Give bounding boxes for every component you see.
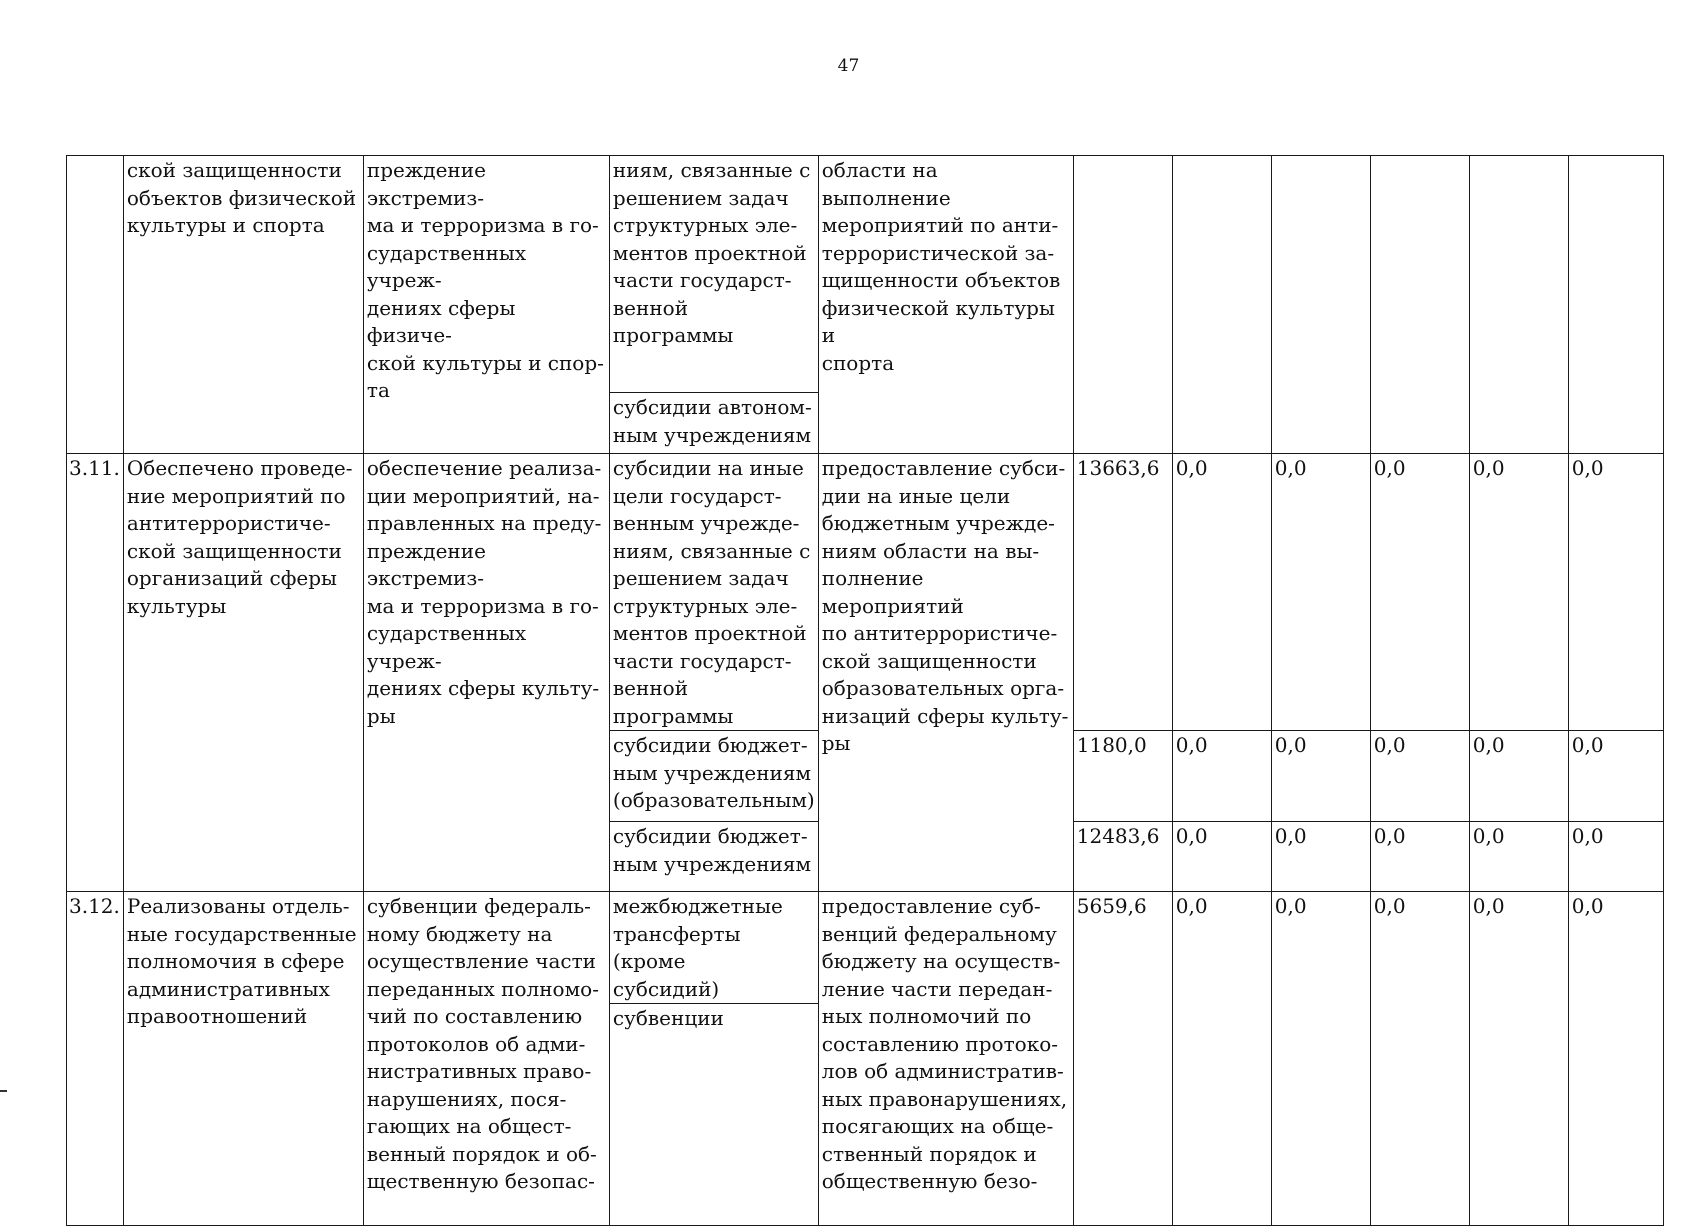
value-cell: 0,0 xyxy=(1271,892,1370,1226)
funding-type-cell: субсидии бюджет- ным учреждениям xyxy=(609,822,818,892)
value-cell: 1180,0 xyxy=(1073,731,1172,822)
measure-cell: преждение экстремиз- ма и терроризма в го- сударственных учреж- дениях сферы физиче- ской культуры и спор- та xyxy=(363,156,609,454)
value-cell: 0,0 xyxy=(1172,454,1271,731)
purpose-cell: предоставление суб- венций федеральному бюджету на осуществ- ление части передан- ных полномочий по составлению протоко- лов об административ- ных правонарушениях, посягающих на обще- ственный порядок и общественную безо- xyxy=(818,892,1073,1226)
value-cell: 0,0 xyxy=(1370,892,1469,1226)
result-name-cell: Обеспечено проведе- ние мероприятий по антитеррористиче- ской защищенности организаций сферы культуры xyxy=(123,454,363,892)
value-cell: 13663,6 xyxy=(1073,454,1172,731)
purpose-cell: предоставление субси- дии на иные цели бюджетным учрежде- ниям области на вы- полнение мероприятий по антитеррористиче- ской защищенности образовательных орга- низаций сферы культу- ры xyxy=(818,454,1073,892)
result-name-cell: ской защищенности объектов физической культуры и спорта xyxy=(123,156,363,454)
budget-table xyxy=(66,155,1664,1226)
value-cell: 0,0 xyxy=(1172,822,1271,892)
value-cell: 0,0 xyxy=(1370,731,1469,822)
row-number xyxy=(67,156,124,454)
funding-type-cell: субвенции xyxy=(609,1004,818,1226)
row-number: 3.12. xyxy=(67,892,124,1226)
value-cell: 5659,6 xyxy=(1073,892,1172,1226)
value-cell xyxy=(1073,156,1172,454)
scan-edge-mark xyxy=(0,1090,7,1092)
page-number: 47 xyxy=(837,56,860,76)
funding-type-cell: межбюджетные трансферты (кроме субсидий) xyxy=(609,892,818,1004)
value-cell: 0,0 xyxy=(1172,892,1271,1226)
result-name-cell: Реализованы отдель- ные государственные полномочия в сфере административных правоотношений xyxy=(123,892,363,1226)
value-cell: 0,0 xyxy=(1469,892,1568,1226)
value-cell: 0,0 xyxy=(1271,822,1370,892)
value-cell xyxy=(1271,156,1370,454)
value-cell: 0,0 xyxy=(1568,892,1663,1226)
value-cell: 0,0 xyxy=(1271,454,1370,731)
value-cell xyxy=(1568,156,1663,454)
funding-type-cell: ниям, связанные с решением задач структурных эле- ментов проектной части государст- венной программы xyxy=(609,156,818,393)
value-cell: 0,0 xyxy=(1469,822,1568,892)
table-row xyxy=(67,892,1664,1004)
measure-cell: обеспечение реализа- ции мероприятий, на- правленных на преду- преждение экстремиз- ма и терроризма в го- сударственных учреж- дениях сферы культу- ры xyxy=(363,454,609,892)
value-cell: 12483,6 xyxy=(1073,822,1172,892)
value-cell: 0,0 xyxy=(1568,822,1663,892)
funding-type-cell: субсидии на иные цели государст- венным учрежде- ниям, связанные с решением задач структурных эле- ментов проектной части государст- венной программы xyxy=(609,454,818,731)
value-cell: 0,0 xyxy=(1172,731,1271,822)
row-number: 3.11. xyxy=(67,454,124,892)
purpose-cell: области на выполнение мероприятий по анти- террористической за- щищенности объектов физической культуры и спорта xyxy=(818,156,1073,454)
value-cell: 0,0 xyxy=(1271,731,1370,822)
measure-cell: субвенции федераль- ному бюджету на осуществление части переданных полномо- чий по составлению протоколов об адми- нистративных право- нарушениях, пося- гающих на общест- венный порядок и об- щественную безопас- xyxy=(363,892,609,1226)
value-cell: 0,0 xyxy=(1568,454,1663,731)
value-cell: 0,0 xyxy=(1370,822,1469,892)
value-cell: 0,0 xyxy=(1469,731,1568,822)
table-row xyxy=(67,156,1664,393)
value-cell: 0,0 xyxy=(1568,731,1663,822)
value-cell: 0,0 xyxy=(1469,454,1568,731)
funding-type-cell: субсидии бюджет- ным учреждениям (образовательным) xyxy=(609,731,818,822)
value-cell xyxy=(1172,156,1271,454)
value-cell xyxy=(1469,156,1568,454)
table-row xyxy=(67,454,1664,731)
funding-type-cell: субсидии автоном- ным учреждениям xyxy=(609,393,818,454)
value-cell xyxy=(1370,156,1469,454)
value-cell: 0,0 xyxy=(1370,454,1469,731)
